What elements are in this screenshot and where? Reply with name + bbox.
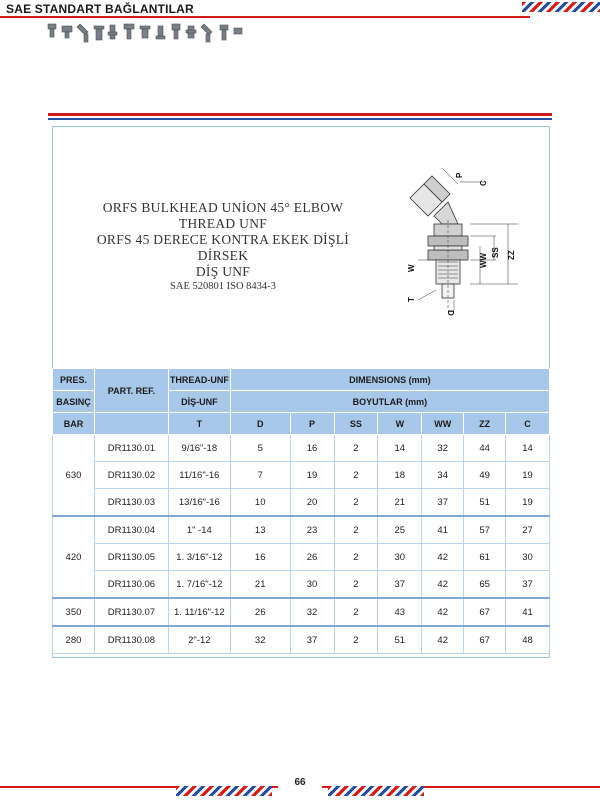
header-dimensions: DIMENSIONS (mm) xyxy=(230,369,549,391)
drawing-label-t: T xyxy=(407,297,416,302)
table-row xyxy=(53,626,550,654)
dim-d-cell: 16 xyxy=(230,544,290,571)
dim-ss-cell: 2 xyxy=(334,489,378,517)
product-title-line-4: DİŞ UNF xyxy=(195,264,251,279)
product-title xyxy=(88,200,358,294)
thread-cell: 9/16"-18 xyxy=(168,435,230,462)
dim-p-cell: 30 xyxy=(290,571,334,599)
page-header-title: SAE STANDART BAĞLANTILAR xyxy=(6,2,194,16)
dim-w-cell: 37 xyxy=(378,571,422,599)
dim-zz-cell: 51 xyxy=(464,489,506,517)
thread-cell: 1. 7/16"-12 xyxy=(168,571,230,599)
product-title-line-2: THREAD UNF xyxy=(178,216,268,231)
table-row xyxy=(53,435,550,462)
header-blank xyxy=(94,413,168,435)
header-d: D xyxy=(230,413,290,435)
thread-cell: 2"-12 xyxy=(168,626,230,654)
dim-d-cell: 32 xyxy=(230,626,290,654)
drawing-label-p: P xyxy=(455,172,464,178)
header-dis: DİŞ-UNF xyxy=(168,391,230,413)
dim-c-cell: 41 xyxy=(506,598,550,626)
dim-d-cell: 26 xyxy=(230,598,290,626)
table-row xyxy=(53,544,550,571)
dim-ss-cell: 2 xyxy=(334,516,378,544)
dim-ss-cell: 2 xyxy=(334,435,378,462)
dim-p-cell: 20 xyxy=(290,489,334,517)
dim-w-cell: 25 xyxy=(378,516,422,544)
thread-cell: 1" -14 xyxy=(168,516,230,544)
dim-zz-cell: 67 xyxy=(464,598,506,626)
content-top-band-red xyxy=(48,113,552,116)
dimensions-table xyxy=(52,368,550,654)
dim-c-cell: 37 xyxy=(506,571,550,599)
part-ref-cell: DR1130.06 xyxy=(94,571,168,599)
dim-w-cell: 18 xyxy=(378,462,422,489)
dim-d-cell: 21 xyxy=(230,571,290,599)
elbow-fitting-drawing xyxy=(398,160,538,320)
dim-c-cell: 27 xyxy=(506,516,550,544)
dim-ww-cell: 32 xyxy=(422,435,464,462)
drawing-label-zz: ZZ xyxy=(507,250,516,260)
dim-c-cell: 30 xyxy=(506,544,550,571)
part-ref-cell: DR1130.08 xyxy=(94,626,168,654)
dim-c-cell: 19 xyxy=(506,489,550,517)
dim-ww-cell: 42 xyxy=(422,626,464,654)
drawing-label-c: C xyxy=(479,180,488,186)
drawing-label-ss: SS xyxy=(491,247,500,258)
header-ww: WW xyxy=(422,413,464,435)
dim-c-cell: 19 xyxy=(506,462,550,489)
header-c: C xyxy=(506,413,550,435)
dim-ww-cell: 37 xyxy=(422,489,464,517)
table-row xyxy=(53,489,550,517)
table-row xyxy=(53,571,550,599)
dim-c-cell: 14 xyxy=(506,435,550,462)
dim-ww-cell: 42 xyxy=(422,544,464,571)
dim-zz-cell: 67 xyxy=(464,626,506,654)
dim-p-cell: 16 xyxy=(290,435,334,462)
product-title-line-1: ORFS BULKHEAD UNİON 45° ELBOW xyxy=(102,200,344,215)
header-stripe-decoration xyxy=(522,2,600,12)
dim-ww-cell: 42 xyxy=(422,598,464,626)
dim-ww-cell: 41 xyxy=(422,516,464,544)
part-ref-cell: DR1130.04 xyxy=(94,516,168,544)
dim-d-cell: 10 xyxy=(230,489,290,517)
dim-ss-cell: 2 xyxy=(334,598,378,626)
dim-ss-cell: 2 xyxy=(334,462,378,489)
header-thread: THREAD-UNF xyxy=(168,369,230,391)
header-boyutlar: BOYUTLAR (mm) xyxy=(230,391,549,413)
dim-d-cell: 7 xyxy=(230,462,290,489)
header-divider xyxy=(0,16,530,18)
dim-zz-cell: 65 xyxy=(464,571,506,599)
dim-p-cell: 26 xyxy=(290,544,334,571)
table-row xyxy=(53,516,550,544)
drawing-label-ww: WW xyxy=(479,252,488,268)
drawing-label-w: W xyxy=(407,264,416,272)
header-part-ref: PART. REF. xyxy=(94,369,168,413)
pressure-cell: 630 xyxy=(53,435,95,517)
thread-cell: 1. 11/16"-12 xyxy=(168,598,230,626)
dim-p-cell: 23 xyxy=(290,516,334,544)
footer-stripe-left xyxy=(176,786,272,796)
part-ref-cell: DR1130.02 xyxy=(94,462,168,489)
table-header-row-1 xyxy=(53,369,550,391)
table-row xyxy=(53,462,550,489)
header-basinc: BASINÇ xyxy=(53,391,95,413)
part-ref-cell: DR1130.05 xyxy=(94,544,168,571)
dim-ss-cell: 2 xyxy=(334,571,378,599)
page-number: 66 xyxy=(294,777,306,788)
part-ref-cell: DR1130.03 xyxy=(94,489,168,517)
drawing-label-d: D xyxy=(446,310,455,316)
dim-w-cell: 43 xyxy=(378,598,422,626)
header-ss: SS xyxy=(334,413,378,435)
part-ref-cell: DR1130.01 xyxy=(94,435,168,462)
dim-zz-cell: 57 xyxy=(464,516,506,544)
dim-w-cell: 14 xyxy=(378,435,422,462)
thread-cell: 11/16"-16 xyxy=(168,462,230,489)
table-header-row-3 xyxy=(53,413,550,435)
dim-zz-cell: 44 xyxy=(464,435,506,462)
fittings-banner-icon xyxy=(46,20,246,52)
dim-ww-cell: 34 xyxy=(422,462,464,489)
header-pres: PRES. xyxy=(53,369,95,391)
dim-w-cell: 51 xyxy=(378,626,422,654)
header-t: T xyxy=(168,413,230,435)
header-zz: ZZ xyxy=(464,413,506,435)
dim-d-cell: 5 xyxy=(230,435,290,462)
dim-d-cell: 13 xyxy=(230,516,290,544)
dim-p-cell: 37 xyxy=(290,626,334,654)
header-p: P xyxy=(290,413,334,435)
dim-w-cell: 21 xyxy=(378,489,422,517)
dim-w-cell: 30 xyxy=(378,544,422,571)
thread-cell: 13/16"-16 xyxy=(168,489,230,517)
table-row xyxy=(53,598,550,626)
dim-zz-cell: 49 xyxy=(464,462,506,489)
pressure-cell: 350 xyxy=(53,598,95,626)
header-w: W xyxy=(378,413,422,435)
dim-zz-cell: 61 xyxy=(464,544,506,571)
footer-stripe-right xyxy=(328,786,424,796)
pressure-cell: 280 xyxy=(53,626,95,654)
dim-ss-cell: 2 xyxy=(334,544,378,571)
dim-ss-cell: 2 xyxy=(334,626,378,654)
product-title-line-3: ORFS 45 DERECE KONTRA EKEK DİŞLİ DİRSEK xyxy=(96,232,350,263)
dim-p-cell: 19 xyxy=(290,462,334,489)
part-ref-cell: DR1130.07 xyxy=(94,598,168,626)
dim-ww-cell: 42 xyxy=(422,571,464,599)
dim-c-cell: 48 xyxy=(506,626,550,654)
content-top-band-blue xyxy=(48,118,552,120)
header-bar: BAR xyxy=(53,413,95,435)
dim-p-cell: 32 xyxy=(290,598,334,626)
product-standard: SAE 520801 ISO 8434-3 xyxy=(170,281,276,292)
pressure-cell: 420 xyxy=(53,516,95,598)
thread-cell: 1. 3/16"-12 xyxy=(168,544,230,571)
